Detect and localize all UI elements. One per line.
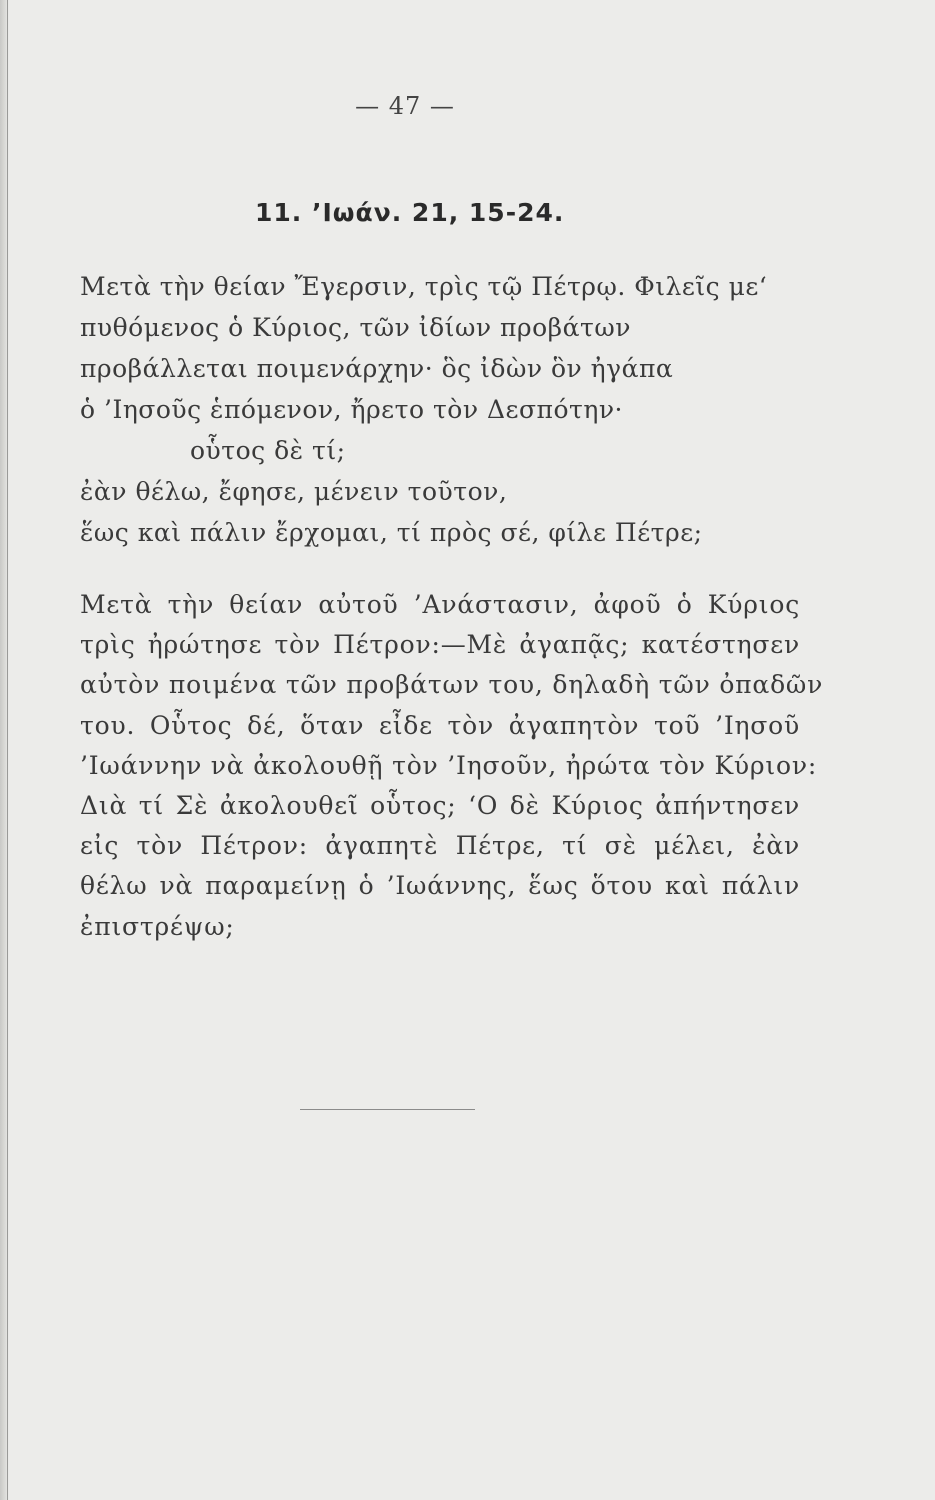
section-heading: 11. ’Ιωάν. 21, 15-24. (255, 198, 565, 227)
commentary-paragraph (80, 585, 824, 947)
paragraph-line: εἰς τὸν Πέτρον: ἀγαπητὲ Πέτρε, τί σὲ μέλει, ἐὰν (80, 831, 800, 861)
hymn-line: Μετὰ τὴν θείαν Ἔγερσιν, τρὶς τῷ Πέτρῳ. Φιλεῖς με‘ (80, 272, 768, 301)
hymn-line: πυθόμενος ὁ Κύριος, τῶν ἰδίων προβάτων (80, 313, 631, 342)
paragraph-line: αὐτὸν ποιμένα τῶν προβάτων του, δηλαδὴ τῶν ὀπαδῶν (80, 670, 824, 700)
page-number: — 47 — (355, 92, 455, 120)
paragraph-line: Μετὰ τὴν θείαν αὐτοῦ ’Ανάστασιν, ἀφοῦ ὁ Κύριος (80, 590, 800, 619)
hymn-text (80, 266, 800, 553)
hymn-line: ὁ ’Ιησοῦς ἑπόμενον, ἤρετο τὸν Δεσπότην· (80, 395, 623, 424)
hymn-line: προβάλλεται ποιμενάρχην· ὃς ἰδὼν ὃν ἠγάπα (80, 354, 674, 383)
paragraph-line: ’Ιωάννην νὰ ἀκολουθῇ τὸν ’Ιησοῦν, ἠρώτα τὸν Κύριον: (80, 750, 818, 780)
page-edge-line (7, 0, 8, 1500)
paragraph-line: του. Οὗτος δέ, ὅταν εἶδε τὸν ἀγαπητὸν τοῦ ’Ιησοῦ (80, 710, 800, 740)
end-divider-rule (300, 1109, 475, 1110)
hymn-line-indented: οὗτος δὲ τί; (190, 436, 346, 465)
paragraph-line: ἐπιστρέψω; (80, 911, 235, 941)
paragraph-line: τρὶς ἠρώτησε τὸν Πέτρον:—Μὲ ἀγαπᾷς; κατέστησεν (80, 630, 800, 660)
hymn-line: ἐὰν θέλω, ἔφησε, μένειν τοῦτον, (80, 477, 508, 506)
paragraph-line: θέλω νὰ παραμείνῃ ὁ ’Ιωάννης, ἕως ὅτου καὶ πάλιν (80, 871, 800, 901)
paragraph-line: Διὰ τί Σὲ ἀκολουθεῖ οὗτος; ‘Ο δὲ Κύριος ἀπήντησεν (80, 790, 800, 820)
hymn-line: ἕως καὶ πάλιν ἔρχομαι, τί πρὸς σέ, φίλε Πέτρε; (80, 518, 703, 547)
